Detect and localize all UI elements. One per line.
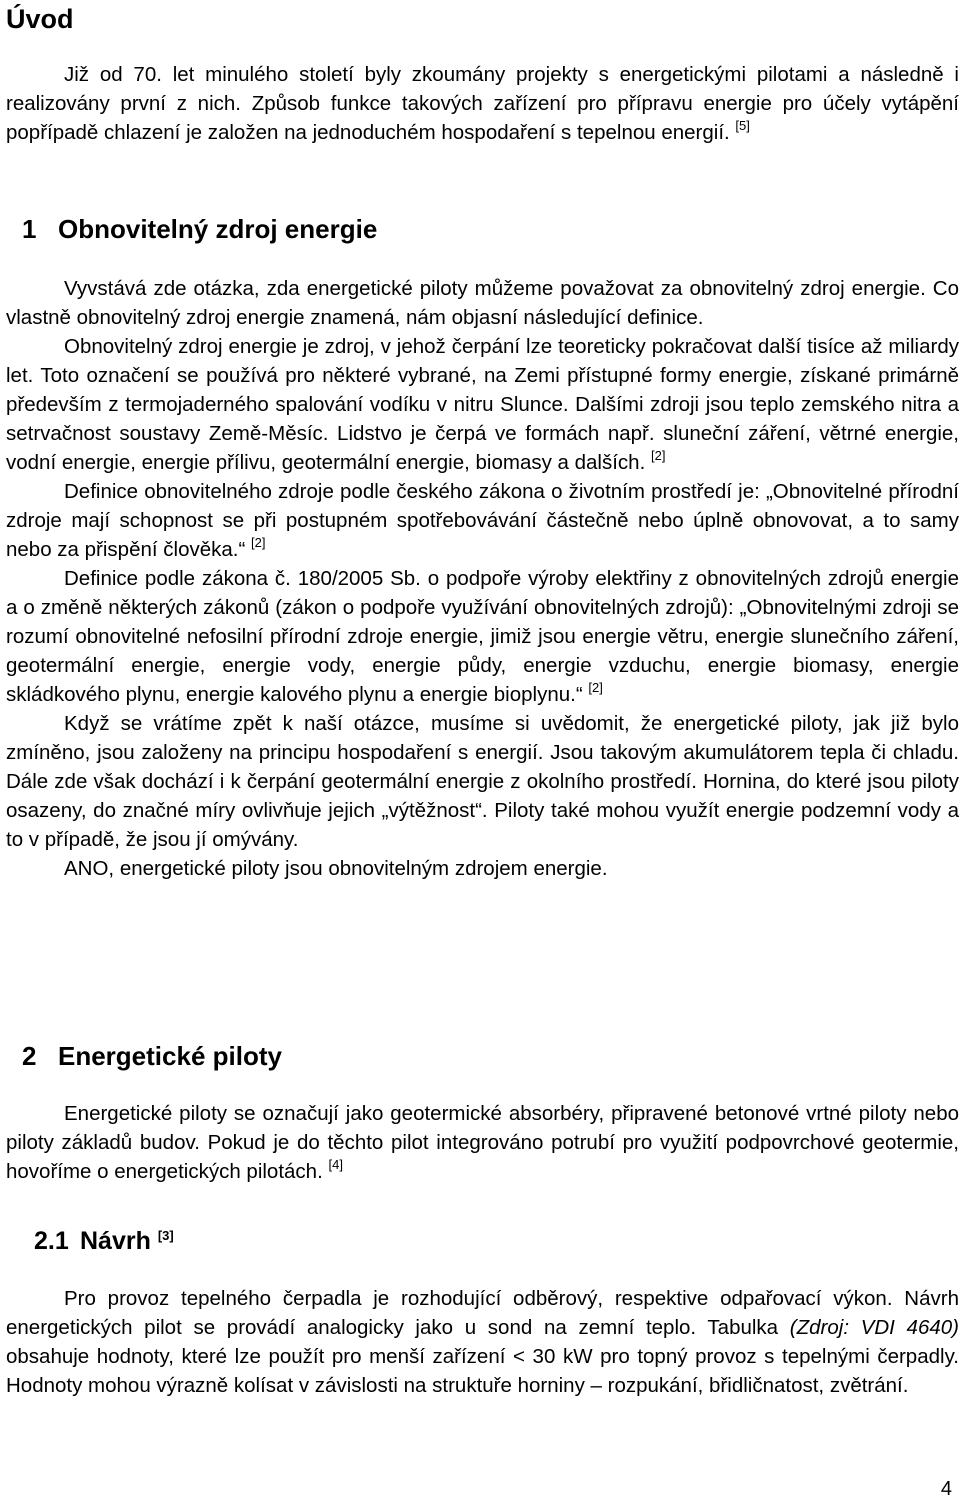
section-1-p3-reference: [2] <box>251 535 266 550</box>
section-2-1-title: Návrh <box>80 1227 158 1255</box>
section-2-1-p1-text-a: Pro provoz tepelného čerpadla je rozhodující odběrový, respektive odpařovací výkon. Návrh energetických pilot se provádí analogicky jako u sond na zemní teplo. Tabulka <box>6 1287 959 1339</box>
section-1-paragraph-1: Vyvstává zde otázka, zda energetické piloty můžeme považovat za obnovitelný zdroj energie. Co vlastně obnovitelný zdroj energie znamená, nám objasní následující definice. <box>6 277 959 329</box>
section-1-body <box>6 274 959 883</box>
section-1-p2-text: Obnovitelný zdroj energie je zdroj, v jehož čerpání lze teoreticky pokračovat další tisíce až miliardy let. Toto označení se používá pro některé vybrané, na Zemi přístupné formy energie, získané primárně především z termojaderného spalování vodíku v nitru Slunce. Dalšími zdroji jsou teplo zemského nitra a setrvačnost soustavy Země-Měsíc. Lidstvo je čerpá ve formách např. sluneční záření, větrné energie, vodní energie, energie přílivu, geotermální energie, biomasy a dalších. <box>6 335 959 474</box>
intro-reference: [5] <box>735 118 750 133</box>
section-2-p1-reference: [4] <box>328 1157 343 1172</box>
section-2-1-number: 2.1 <box>34 1227 69 1255</box>
section-1-paragraph-3 <box>6 477 959 564</box>
intro-text: Již od 70. let minulého století byly zkoumány projekty s energetickými pilotami a následně i realizovány první z nich. Způsob funkce takových zařízení pro přípravu energie pro účely vytápění popřípadě chlazení je založen na jednoduchém hospodaření s tepelnou energií. <box>6 63 959 144</box>
page-number: 4 <box>940 1478 952 1500</box>
section-2-1-p1-source: (Zdroj: VDI 4640) <box>789 1316 959 1339</box>
section-1-paragraph-4 <box>6 564 959 709</box>
section-1-paragraph-5: Když se vrátíme zpět k naší otázce, musíme si uvědomit, že energetické piloty, jak již bylo zmíněno, jsou založeny na principu hospodaření s energií. Jsou takovým akumulátorem tepla či chladu. Dále zde však dochází i k čerpání geotermální energie z okolního prostředí. Hornina, do které jsou piloty osazeny, do značné míry ovlivňuje jejich „výtěžnost“. Piloty také mohou využít energie podzemní vody a to v případě, že jsou jí omývány. <box>6 712 959 851</box>
section-2-heading <box>22 1040 282 1072</box>
section-1-number: 1 <box>22 214 37 244</box>
section-2-1-heading <box>34 1226 174 1256</box>
section-1-p3-text: Definice obnovitelného zdroje podle českého zákona o životním prostředí je: „Obnovitelné přírodní zdroje mají schopnost se při postupném spotřebovávání částečně nebo úplně obnovovat, a to samy nebo za přispění člověka.“ <box>6 480 959 561</box>
section-2-1-paragraph-1 <box>6 1284 959 1400</box>
section-1-heading <box>22 213 377 245</box>
section-1-p4-text: Definice podle zákona č. 180/2005 Sb. o podpoře výroby elektřiny z obnovitelných zdrojů energie a o změně některých zákonů (zákon o podpoře využívání obnovitelných zdrojů): „Obnovitelnými zdroji se rozumí obnovitelné nefosilní přírodní zdroje energie, jimiž jsou energie větru, energie slunečního záření, geotermální energie, energie vody, energie půdy, energie vzduchu, energie biomasy, energie skládkového plynu, energie kalového plynu a energie bioplynu.“ <box>6 567 959 706</box>
section-1-paragraph-6: ANO, energetické piloty jsou obnovitelným zdrojem energie. <box>64 857 608 880</box>
section-2-paragraph-1 <box>6 1099 959 1186</box>
section-1-title: Obnovitelný zdroj energie <box>58 214 378 244</box>
intro-block <box>6 60 959 147</box>
section-2-title: Energetické piloty <box>58 1041 282 1071</box>
section-1-p4-reference: [2] <box>588 680 603 695</box>
heading-uvod: Úvod <box>6 4 74 34</box>
section-1-paragraph-2 <box>6 332 959 477</box>
section-2-number: 2 <box>22 1041 37 1071</box>
intro-paragraph <box>6 60 959 147</box>
section-2-body <box>6 1099 959 1186</box>
section-1-p2-reference: [2] <box>650 448 666 463</box>
section-2-p1-text: Energetické piloty se označují jako geotermické absorbéry, připravené betonové vrtné piloty nebo piloty základů budov. Pokud je do těchto pilot integrováno potrubí pro využití podpovrchové geotermie, hovoříme o energetických pilotách. <box>6 1102 959 1183</box>
section-2-1-reference: [3] <box>157 1228 174 1243</box>
section-2-1-p1-text-b: obsahuje hodnoty, které lze použít pro menší zařízení < 30 kW pro topný provoz s tepelnými čerpadly. Hodnoty mohou výrazně kolísat v závislosti na struktuře horniny – rozpukání, břidličnatost, zvětrání. <box>6 1345 959 1397</box>
section-2-1-body <box>6 1284 959 1400</box>
